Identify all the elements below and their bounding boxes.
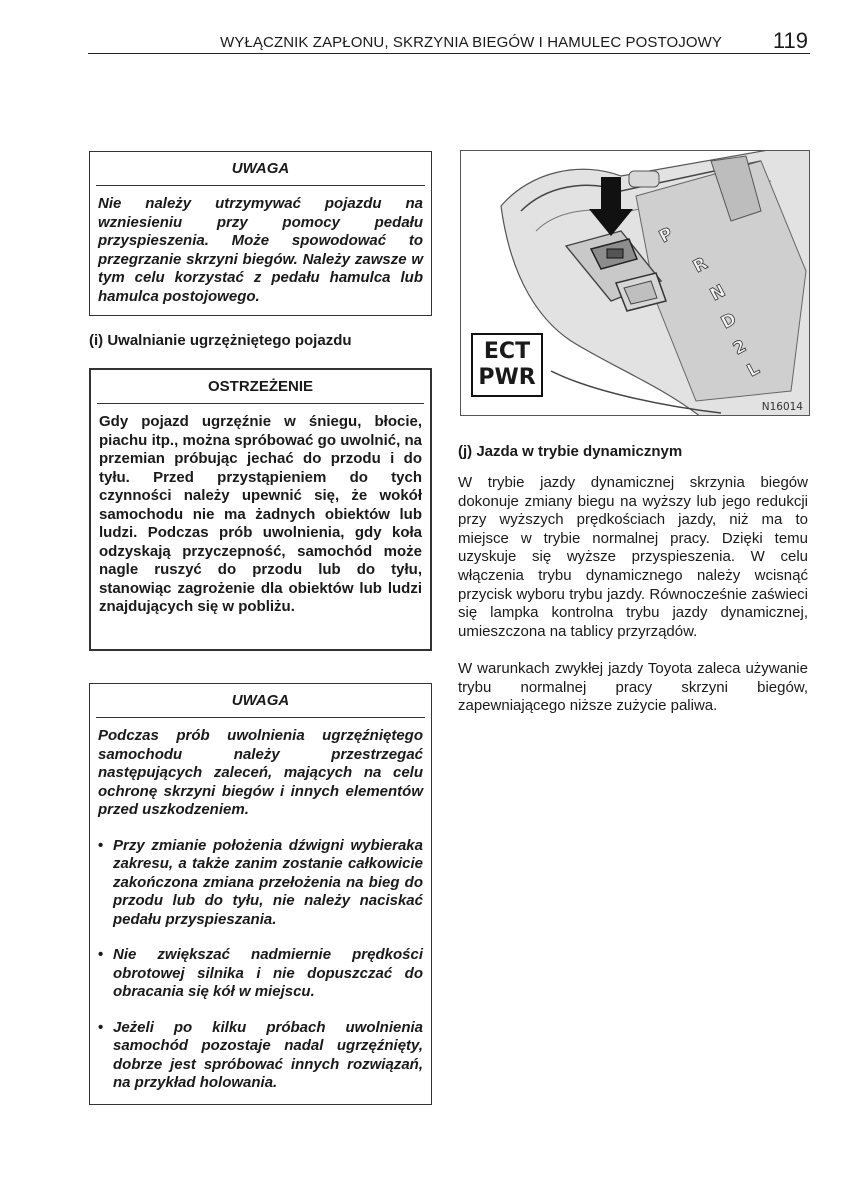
caution-bullet: • Jeżeli po kilku próbach uwolnienia samochód pozostaje nadal ugrzęźnięty, dobrze jest spróbować innych rozwiązań, na przykład holowania. [98,1019,423,1093]
section-i-heading: (i) Uwalnianie ugrzężniętego pojazdu [89,332,352,349]
header-rule [88,53,810,54]
gear-letter: P [655,223,677,248]
caution-bullet: • Przy zmianie położenia dźwigni wybieraka zakresu, a także zanim zostanie całkowicie zakończona zmiana przełożenia na bieg do przodu lub do tyłu, nie należy naciskać pedału przyspieszania. [98,837,423,930]
caution-box-1 [89,151,432,316]
caution-box-2 [89,683,432,1105]
ect-pwr-button-label [471,333,543,397]
warning-box-title: OSTRZEŻENIE [97,370,424,404]
section-j-paragraph-1: W trybie jazdy dynamicznej skrzynia biegów dokonuje zmiany biegu na wyższy lub jego redukcji przy wyższych prędkościach jazdy, niż ma to miejsce w trybie normalnej pracy. Dzięki temu uzyskuje się wyższe przyspieszenia. W celu włączenia trybu dynamicznego należy wcisnąć przycisk wyboru trybu jazdy. Równocześnie zaświeci się lampka kontrolna trybu jazdy dynamicznej, umieszczona na tablicy przyrządów. [458,474,808,640]
figure-code: N16014 [761,401,803,413]
caution-box-2-body [90,718,431,1101]
caution-box-2-intro: Podczas prób uwolnienia ugrzęźniętego samochodu należy przestrzegać następujących zaleceń, mających na celu ochronę skrzyni biegów i innych elementów przed uszkodzeniem. [98,727,423,818]
gear-letter: R [689,253,711,278]
caution-bullet-list [98,837,423,1093]
caution-box-1-text: Nie należy utrzymywać pojazdu na wzniesieniu przy pomocy pedału przyspieszenia. Może spowodować to przegrzanie skrzyni biegów. Należy zawsze w tym celu korzystać z pedału hamulca lub hamulca postojowego. [98,195,423,305]
caution-bullet: • Nie zwiększać nadmiernie prędkości obrotowej silnika i nie dopuszczać do obracania się kół w miejscu. [98,946,423,1002]
section-j-paragraph-2: W warunkach zwykłej jazdy Toyota zaleca używanie trybu normalnej pracy skrzyni biegów, zapewniającego niższe zużycie paliwa. [458,660,808,715]
gear-letter: N [706,281,729,306]
pwr-label-line: PWR [478,365,536,390]
ect-label-line: ECT [483,339,531,364]
running-title: WYŁĄCZNIK ZAPŁONU, SKRZYNIA BIEGÓW I HAMULEC POSTOJOWY [220,34,722,51]
page-number: 119 [772,28,808,53]
caution-box-1-title: UWAGA [96,152,425,186]
section-j-heading: (j) Jazda w trybie dynamicznym [458,443,683,460]
gear-letter: L [743,358,763,382]
page-header [88,28,810,54]
warning-box-text: Gdy pojazd ugrzęźnie w śniegu, błocie, piachu itp., można spróbować go uwolnić, na przemian próbując jechać do przodu i do tyłu. Przed przystąpieniem do tych czynności należy upewnić się, że wokół samochodu nie ma żadnych obiektów lub ludzi. Podczas prób uwolnienia, gdy koła odzyskają przyczepność, samochód może nagle ruszyć do przodu lub do tyłu, stanowiąc zagrożenie dla obiektów lub ludzi znajdujących się w pobliżu. [99,413,422,615]
gear-letter: D [717,309,740,334]
shift-lever-illustration [460,150,810,416]
gear-letter: 2 [729,336,750,360]
caution-box-2-title: UWAGA [96,684,425,718]
warning-box [89,368,432,651]
